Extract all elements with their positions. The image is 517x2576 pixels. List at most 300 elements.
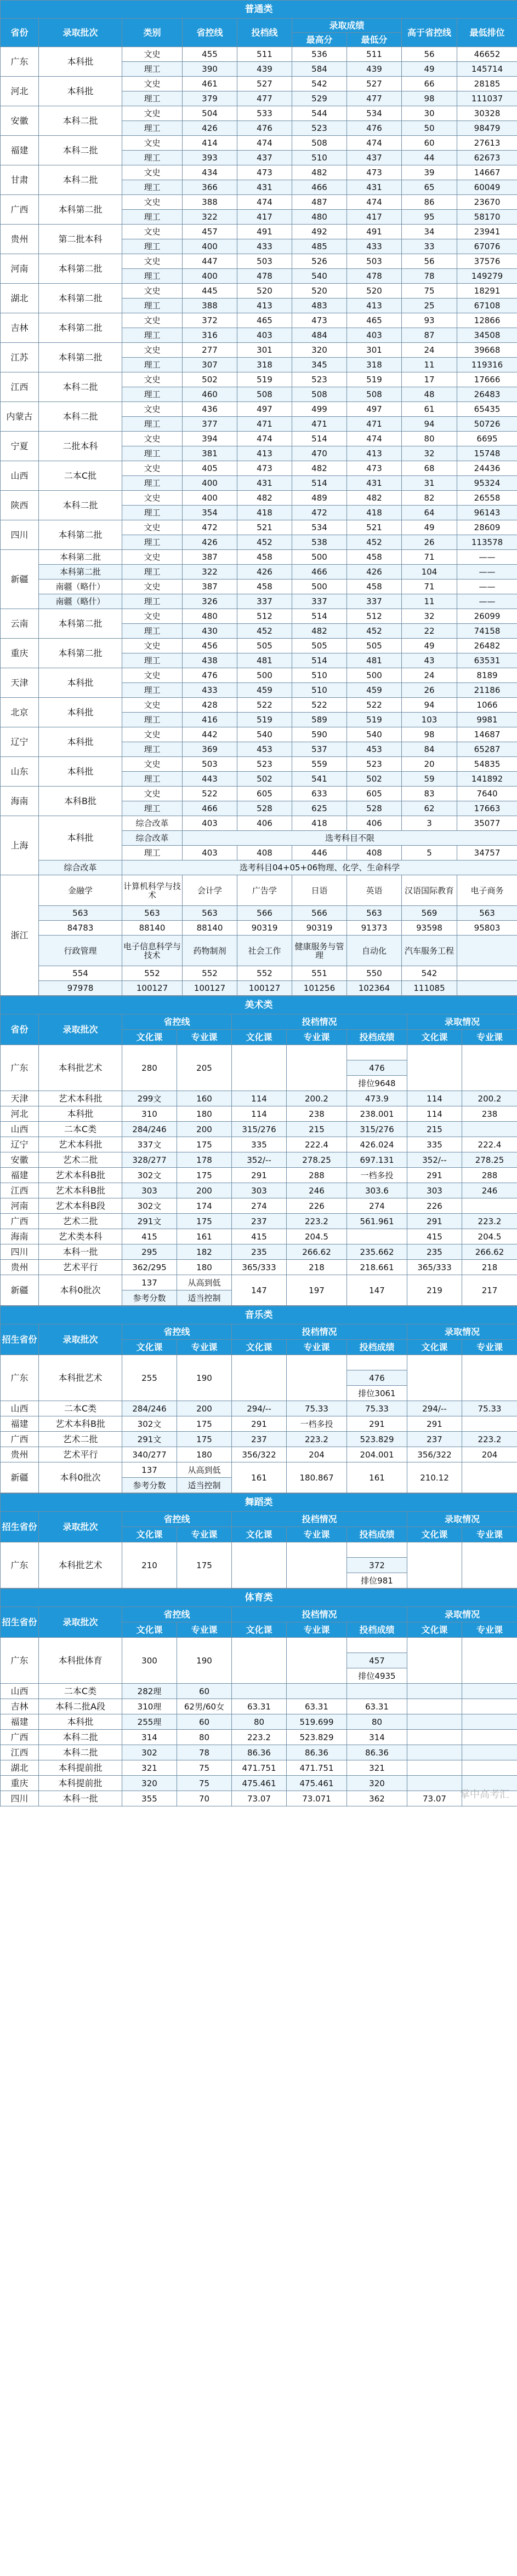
table-cell: 303.6 [347, 1183, 407, 1198]
table-cell [462, 1355, 517, 1401]
table-cell [287, 1045, 347, 1091]
table-cell: 315/276 [347, 1122, 407, 1137]
table-cell: 473 [237, 461, 292, 476]
table-cell: 选考科目04+05+06物理、化学、生命科学 [122, 860, 517, 875]
table-cell: 552 [122, 966, 183, 981]
table-cell: 71 [402, 580, 457, 594]
table-cell: 86.36 [347, 1745, 407, 1760]
batch-cell: 艺术平行 [39, 1260, 122, 1275]
table-cell [462, 1745, 517, 1760]
table-cell: 480 [183, 609, 237, 624]
table-cell: 471 [347, 417, 402, 432]
table-cell: 566 [292, 906, 347, 921]
table-cell: 文史 [122, 165, 183, 180]
table-cell: 32 [402, 609, 457, 624]
table-cell: 237 [232, 1432, 287, 1447]
table-cell: 481 [347, 653, 402, 668]
table-cell: 65287 [457, 742, 517, 757]
table-cell: 318 [237, 358, 292, 372]
header-culture: 文化课 [122, 1622, 177, 1638]
table-cell: 23670 [457, 195, 517, 210]
province-cell: 广东 [1, 47, 39, 77]
table-cell: 219 [407, 1275, 462, 1306]
table-row [1, 1447, 517, 1462]
dance-category-table [0, 1493, 517, 1588]
table-cell: 559 [292, 757, 347, 772]
table-cell: 66 [402, 77, 457, 91]
table-cell: 175 [177, 1416, 232, 1432]
header-filing-score: 投档成绩 [347, 1527, 407, 1542]
header-admission-score: 录取成绩 [292, 19, 402, 33]
table-cell: 理工 [122, 210, 183, 225]
batch-cell: 艺术本科B批 [39, 1416, 122, 1432]
table-cell: 24 [402, 668, 457, 683]
table-cell: 456 [183, 639, 237, 653]
table-cell: 147 [347, 1275, 407, 1306]
music-category-table [0, 1306, 517, 1493]
table-cell: 355 [122, 1791, 177, 1806]
table-cell: 49 [402, 520, 457, 535]
batch-cell: 本科第二批 [39, 284, 122, 313]
table-cell: 71 [402, 550, 457, 565]
section-title-sports: 体育类 [1, 1589, 517, 1607]
table-cell: 226 [287, 1198, 347, 1214]
province-cell: 湖北 [1, 1760, 39, 1776]
batch-cell: 本科二批 [39, 372, 122, 402]
table-cell: 参考分数 [122, 1478, 177, 1493]
table-cell: 84 [402, 742, 457, 757]
table-row [1, 698, 517, 713]
table-cell: 510 [292, 151, 347, 165]
table-cell: 527 [347, 77, 402, 91]
table-cell: 综合改革 [39, 860, 122, 875]
table-row [1, 1091, 517, 1106]
table-cell: 86.36 [287, 1745, 347, 1760]
table-cell: 文史 [122, 609, 183, 624]
table-cell: 400 [183, 476, 237, 491]
table-cell: 522 [237, 698, 292, 713]
table-cell: 508 [292, 136, 347, 151]
table-cell: 161 [347, 1462, 407, 1493]
table-cell: 238.001 [347, 1106, 407, 1122]
table-row [1, 106, 517, 121]
table-cell: 453 [347, 742, 402, 757]
table-cell: 534 [347, 106, 402, 121]
table-cell: 514 [292, 653, 347, 668]
table-cell: 474 [237, 136, 292, 151]
table-row [1, 1745, 517, 1760]
header-control-line: 省控线 [122, 1324, 232, 1340]
table-cell: 519 [237, 713, 292, 727]
table-cell: 222.4 [287, 1137, 347, 1152]
batch-cell: 本科第二批 [39, 254, 122, 284]
province-cell: 广西 [1, 1432, 39, 1447]
table-cell [407, 1638, 462, 1684]
table-cell [347, 1542, 407, 1558]
table-cell: 电子信息科学与技术 [122, 936, 183, 966]
batch-cell: 二本C类 [39, 1122, 122, 1137]
table-cell: 237 [232, 1214, 287, 1229]
table-cell: 527 [237, 77, 292, 91]
table-row [1, 609, 517, 624]
table-cell: 434 [183, 165, 237, 180]
table-cell: 32 [402, 446, 457, 461]
header-category: 类别 [122, 19, 183, 47]
province-cell: 湖北 [1, 284, 39, 313]
table-cell: 514 [292, 476, 347, 491]
header-culture: 文化课 [232, 1527, 287, 1542]
province-cell: 海南 [1, 787, 39, 816]
table-cell: 563 [122, 906, 183, 921]
table-cell: 93598 [402, 921, 457, 936]
table-row [1, 1260, 517, 1275]
table-cell: 26 [402, 535, 457, 550]
table-cell [462, 1416, 517, 1432]
table-cell [462, 1542, 517, 1588]
table-row [1, 1106, 517, 1122]
table-cell: 536 [292, 47, 347, 62]
table-cell: 75.33 [462, 1401, 517, 1416]
province-cell: 新疆 [1, 550, 39, 609]
table-cell: 65435 [457, 402, 517, 417]
header-major: 专业课 [177, 1527, 232, 1542]
table-cell: 排位9648 [347, 1076, 407, 1091]
table-cell: 11 [402, 358, 457, 372]
table-cell [462, 1760, 517, 1776]
table-cell: 476 [183, 668, 237, 683]
batch-cell: 本科提前批 [39, 1760, 122, 1776]
table-cell: 300 [122, 1638, 177, 1684]
table-cell: 58170 [457, 210, 517, 225]
province-cell: 广东 [1, 1355, 39, 1401]
table-cell: 180.867 [287, 1462, 347, 1493]
table-cell: 75.33 [287, 1401, 347, 1416]
table-cell: 82 [402, 491, 457, 506]
table-cell: 505 [237, 639, 292, 653]
province-cell: 重庆 [1, 1776, 39, 1791]
table-row [1, 727, 517, 742]
table-cell: 文史 [122, 787, 183, 801]
watermark-text: 掌中高考汇 [460, 1789, 509, 1800]
table-cell: 理工 [122, 476, 183, 491]
table-cell: 14687 [457, 727, 517, 742]
table-cell: 33 [402, 239, 457, 254]
header-highest: 最高分 [292, 33, 347, 47]
table-cell: 431 [347, 476, 402, 491]
table-cell [407, 1699, 462, 1714]
table-cell: 473.9 [347, 1091, 407, 1106]
batch-cell: 本科二批 [39, 402, 122, 432]
table-cell: 141892 [457, 772, 517, 787]
table-cell: 114 [407, 1091, 462, 1106]
table-cell: 社会工作 [237, 936, 292, 966]
province-cell: 山东 [1, 757, 39, 787]
table-cell: 111085 [402, 981, 457, 996]
table-cell: 235 [232, 1244, 287, 1260]
table-cell [407, 1745, 462, 1760]
table-cell: 481 [237, 653, 292, 668]
table-cell: 523.829 [347, 1432, 407, 1447]
table-cell: 284/246 [122, 1401, 177, 1416]
table-cell: 选考科目不限 [183, 831, 517, 846]
table-cell: 文史 [122, 432, 183, 446]
table-cell: 512 [237, 609, 292, 624]
table-cell: 302文 [122, 1168, 177, 1183]
table-cell: 322 [183, 565, 237, 580]
table-cell: 20 [402, 757, 457, 772]
table-cell: 235 [407, 1244, 462, 1260]
table-cell: 93 [402, 313, 457, 328]
batch-cell: 二本C类 [39, 1684, 122, 1699]
table-cell: 303 [122, 1183, 177, 1198]
header-culture: 文化课 [232, 1030, 287, 1045]
table-cell: 288 [462, 1168, 517, 1183]
province-cell: 山西 [1, 1401, 39, 1416]
table-cell: 508 [347, 387, 402, 402]
table-cell: 476 [347, 1370, 407, 1386]
table-cell: 433 [237, 239, 292, 254]
province-cell: 广西 [1, 1730, 39, 1745]
table-cell: 理工 [122, 506, 183, 520]
table-cell: 94 [402, 698, 457, 713]
header-filing: 投档情况 [232, 1324, 407, 1340]
table-cell: 自动化 [347, 936, 402, 966]
table-cell: 519 [237, 372, 292, 387]
table-cell: 排位4935 [347, 1668, 407, 1684]
table-cell: 综合改革 [122, 831, 183, 846]
header-batch: 录取批次 [39, 1512, 122, 1542]
table-cell: —— [457, 550, 517, 565]
table-cell: 从高到低 [177, 1275, 232, 1290]
table-cell: 492 [292, 225, 347, 239]
table-cell: 参考分数 [122, 1290, 177, 1306]
table-cell: 26483 [457, 387, 517, 402]
table-cell [232, 1542, 287, 1588]
table-cell: 465 [347, 313, 402, 328]
table-cell: 561.961 [347, 1214, 407, 1229]
table-cell: 文史 [122, 757, 183, 772]
table-cell: 238 [287, 1106, 347, 1122]
table-cell: 文史 [122, 47, 183, 62]
table-cell: 237 [407, 1432, 462, 1447]
table-cell: 60 [177, 1714, 232, 1730]
table-cell: 56 [402, 254, 457, 269]
header-major: 专业课 [462, 1622, 517, 1638]
table-cell: 67108 [457, 299, 517, 313]
table-row [1, 432, 517, 446]
table-cell: 491 [347, 225, 402, 239]
table-cell: 439 [237, 62, 292, 77]
batch-cell: 艺术本科B批 [39, 1168, 122, 1183]
table-cell: 482 [292, 165, 347, 180]
table-cell: 15748 [457, 446, 517, 461]
table-cell [407, 1355, 462, 1401]
table-cell: 500 [347, 668, 402, 683]
province-cell: 上海 [1, 816, 39, 875]
province-cell: 新疆 [1, 1462, 39, 1493]
table-cell: 63.31 [287, 1699, 347, 1714]
table-cell: 544 [292, 106, 347, 121]
table-row [1, 1760, 517, 1776]
table-cell: 95803 [457, 921, 517, 936]
table-cell: 503 [237, 254, 292, 269]
batch-cell: 第二批本科 [39, 225, 122, 254]
table-cell: 215 [287, 1122, 347, 1137]
table-cell: 46652 [457, 47, 517, 62]
table-cell: 175 [177, 1137, 232, 1152]
table-cell [287, 1355, 347, 1401]
table-cell: 1066 [457, 698, 517, 713]
table-cell: 理工 [122, 180, 183, 195]
table-cell: 520 [292, 284, 347, 299]
province-cell: 天津 [1, 668, 39, 698]
table-cell: 49 [402, 62, 457, 77]
batch-cell: 艺术类本科 [39, 1229, 122, 1244]
table-cell: 200 [177, 1183, 232, 1198]
table-cell [462, 1730, 517, 1745]
table-cell: 625 [292, 801, 347, 816]
table-cell: 175 [177, 1542, 232, 1588]
table-cell: 48 [402, 387, 457, 402]
table-cell: 南疆（略什） [39, 594, 122, 609]
table-cell: 137 [122, 1275, 177, 1290]
table-row [1, 165, 517, 180]
header-filing: 投档情况 [232, 1014, 407, 1030]
section-title-music: 音乐类 [1, 1306, 517, 1324]
header-major: 专业课 [287, 1340, 347, 1355]
batch-cell: 本科二批 [39, 1745, 122, 1760]
table-cell: 352/-- [232, 1152, 287, 1168]
table-cell: 理工 [122, 565, 183, 580]
header-culture: 文化课 [232, 1340, 287, 1355]
table-cell: 294/-- [407, 1401, 462, 1416]
table-cell: 180 [177, 1106, 232, 1122]
table-cell: 417 [237, 210, 292, 225]
table-cell: 482 [292, 461, 347, 476]
table-cell: 理工 [122, 269, 183, 284]
table-cell: 320 [292, 343, 347, 358]
table-cell: 文史 [122, 284, 183, 299]
table-cell: 75 [177, 1760, 232, 1776]
table-cell: 519 [347, 713, 402, 727]
table-cell: 文史 [122, 313, 183, 328]
table-cell [287, 1684, 347, 1699]
table-cell: 315/276 [232, 1122, 287, 1137]
batch-cell: 本科B批 [39, 787, 122, 816]
table-cell: 114 [232, 1106, 287, 1122]
table-row [1, 77, 517, 91]
header-above-control: 高于省控线 [402, 19, 457, 47]
table-cell: 金融学 [39, 875, 122, 906]
table-cell: 415 [122, 1229, 177, 1244]
table-cell: 文史 [122, 195, 183, 210]
table-cell: 39668 [457, 343, 517, 358]
table-cell: 500 [292, 580, 347, 594]
table-cell: 335 [407, 1137, 462, 1152]
batch-cell: 本科0批次 [39, 1462, 122, 1493]
table-cell [462, 1462, 517, 1493]
table-cell: 541 [292, 772, 347, 787]
batch-cell: 本科批 [39, 1714, 122, 1730]
table-row [1, 1512, 517, 1527]
table-cell: 223.2 [287, 1214, 347, 1229]
table-cell: 62男/60女 [177, 1699, 232, 1714]
header-control-line: 省控线 [122, 1014, 232, 1030]
table-cell: 426 [183, 535, 237, 550]
table-cell: 372 [183, 313, 237, 328]
table-cell: 理工 [122, 446, 183, 461]
table-cell: 390 [183, 62, 237, 77]
table-cell: 523 [347, 757, 402, 772]
table-cell: 6695 [457, 432, 517, 446]
batch-cell: 本科二批 [39, 136, 122, 165]
table-cell: 204 [287, 1447, 347, 1462]
table-cell: 437 [347, 151, 402, 165]
header-batch: 录取批次 [39, 1607, 122, 1638]
table-cell: 520 [237, 284, 292, 299]
batch-cell: 本科批 [39, 698, 122, 727]
table-cell: 477 [237, 91, 292, 106]
batch-cell: 艺术平行 [39, 1447, 122, 1462]
table-cell [232, 1684, 287, 1699]
header-major: 专业课 [177, 1622, 232, 1638]
table-cell: 204.5 [462, 1229, 517, 1244]
table-row [1, 1045, 517, 1060]
table-cell: 310 [122, 1106, 177, 1122]
table-cell: 426 [183, 121, 237, 136]
table-cell [462, 1714, 517, 1730]
table-cell: 474 [237, 195, 292, 210]
batch-cell: 二本C批 [39, 461, 122, 491]
table-cell: 11 [402, 594, 457, 609]
table-cell: 18291 [457, 284, 517, 299]
table-cell: 500 [237, 668, 292, 683]
table-cell: 161 [177, 1229, 232, 1244]
table-cell: 222.4 [462, 1137, 517, 1152]
table-cell [462, 1045, 517, 1091]
table-cell: 502 [347, 772, 402, 787]
table-row [1, 981, 517, 996]
table-cell: 59 [402, 772, 457, 787]
table-cell: 75 [177, 1776, 232, 1791]
table-row [1, 966, 517, 981]
table-cell: 291 [232, 1416, 287, 1432]
batch-cell: 本科第二批 [39, 520, 122, 550]
table-cell: 111037 [457, 91, 517, 106]
table-cell: 30328 [457, 106, 517, 121]
table-row [1, 1462, 517, 1478]
table-cell: 文史 [122, 77, 183, 91]
table-cell [287, 1638, 347, 1684]
table-cell: 282理 [122, 1684, 177, 1699]
table-row [1, 921, 517, 936]
table-cell: 197 [287, 1275, 347, 1306]
table-cell: 理工 [122, 387, 183, 402]
table-row [1, 1244, 517, 1260]
table-cell: 280 [122, 1045, 177, 1091]
table-row [1, 1014, 517, 1030]
table-cell: 484 [292, 328, 347, 343]
table-cell: 12866 [457, 313, 517, 328]
table-cell: 56 [402, 47, 457, 62]
table-cell: 30 [402, 106, 457, 121]
table-cell: 147 [232, 1275, 287, 1306]
table-cell: 274 [347, 1198, 407, 1214]
table-cell: 476 [237, 121, 292, 136]
table-cell: 理工 [122, 121, 183, 136]
table-row [1, 1776, 517, 1791]
table-cell: 569 [402, 906, 457, 921]
